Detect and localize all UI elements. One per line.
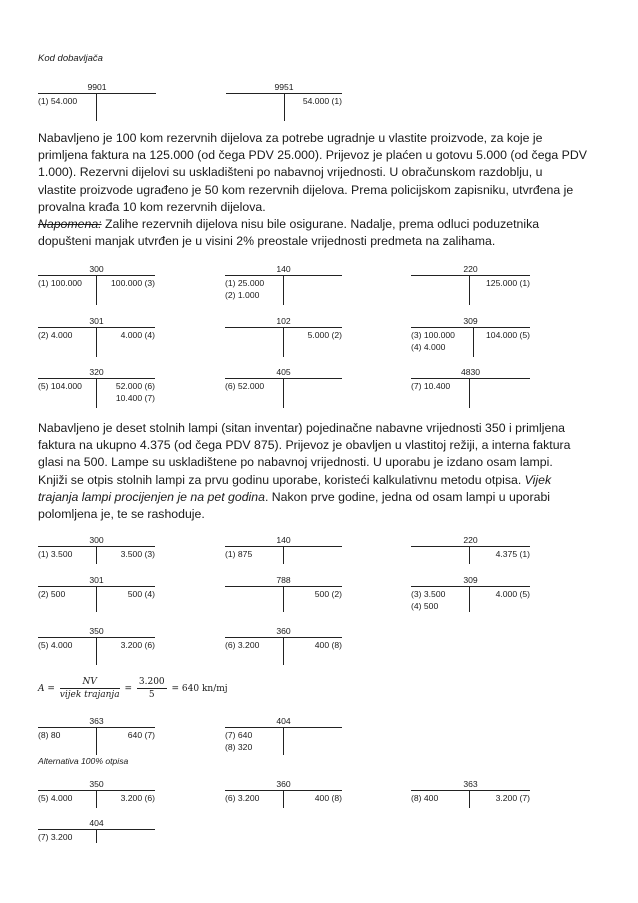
t-account-309 [411,316,530,360]
account-divider [96,93,97,121]
text-span: . Nakon prve godine, jedna od osam lampi u uporabi [264,489,551,504]
account-divider [469,275,470,305]
formula-equals: = [124,684,132,694]
account-divider [96,275,97,305]
account-credit: 3.200 (7) [495,793,530,803]
t-account-309 [411,575,530,615]
account-divider [469,378,470,408]
account-debit: (7) 3.200 [38,832,73,842]
t-account-301 [38,316,155,360]
account-divider [96,727,97,755]
account-divider [283,727,284,755]
t-account-220 [411,264,530,308]
account-divider [411,790,530,791]
account-divider [96,586,97,612]
t-account-404 [225,716,342,756]
note-text: Zalihe rezervnih dijelova nisu bile osigurane. Nadalje, prema odluci poduzetnika [101,217,540,232]
account-number: 102 [276,316,291,326]
account-credit: 5.000 (2) [307,330,342,340]
account-number: 300 [89,264,104,274]
t-account-300 [38,264,155,308]
t-account-300 [38,535,155,565]
t-account-788 [225,575,342,615]
account-divider [283,275,284,305]
text-line: faktura na ukupno 4.375 (od čega PDV 875). Prijevoz je obavljen u vlastitoj režiji, a interna faktura [38,438,571,453]
account-divider [411,275,530,276]
t-account-405 [225,367,342,411]
account-number: 4830 [460,367,481,377]
account-credit: 100.000 (3) [111,278,155,288]
account-number: 301 [89,575,104,585]
account-number: 301 [89,316,104,326]
fraction-denominator: 5 [148,690,155,700]
t-account-320 [38,367,155,411]
account-debit: (6) 3.200 [225,793,260,803]
account-debit: (1) 3.500 [38,549,73,559]
depreciation-formula [38,676,228,701]
fraction-numerator: NV [60,676,120,689]
account-debit: (6) 52.000 [225,381,265,391]
formula-lhs: A = [38,684,55,694]
t-account-140 [225,264,342,308]
account-credit: 54.000 (1) [302,96,342,106]
account-divider [96,790,97,808]
formula-fraction [60,676,120,701]
account-debit: (8) 400 [411,793,439,803]
task-text-2 [38,420,600,523]
section-heading: Kod dobavljača [38,53,103,64]
account-divider [38,93,156,94]
account-number: 309 [463,575,478,585]
t-account-363 [38,716,155,756]
text-line: 1.000). Rezervni dijelovi su uskladišteni po nabavnoj vrijednosti. U obračunskom razdoblju, u [38,165,543,180]
account-divider [96,637,97,665]
t-account-404 [38,818,155,848]
t-account-363 [411,779,530,809]
text-span-italic: Vijek [524,472,552,487]
t-account-350 [38,626,155,666]
account-credit: 640 (7) [127,730,155,740]
account-number: 350 [89,779,104,789]
t-account-360 [225,626,342,666]
t-account-4830 [411,367,530,411]
account-divider [283,586,284,612]
account-debit: (1) 54.000 [38,96,78,106]
account-credit: 104.000 (5) [486,330,530,340]
text-line: glasi na 500. Lampe su uskladištene po nabavnoj vrijednosti. U uporabu je izdano osam lampi. [38,455,553,470]
account-credit: 500 (4) [127,589,155,599]
t-account-360 [225,779,342,809]
account-divider [469,586,470,612]
account-number: 350 [89,626,104,636]
account-divider [96,327,97,357]
t-account-301 [38,575,155,615]
text-line: dopušteni manjak utvrđen je u visini 2% preostale vrijednosti predmeta na zalihama. [38,234,496,249]
account-divider [411,586,530,587]
t-account-350 [38,779,155,809]
account-credit: 52.000 (6) 10.400 (7) [115,381,155,403]
account-number: 360 [276,626,291,636]
text-line: Nabavljeno je deset stolnih lampi (sitan inventar) pojedinačne nabavne vrijednosti 350 i primljena [38,421,566,435]
text-line [38,489,600,506]
account-credit: 3.500 (3) [120,549,155,559]
account-number: 9901 [87,82,107,92]
account-divider [96,378,97,408]
account-divider [473,327,474,357]
account-divider [283,790,284,808]
account-divider [96,546,97,564]
account-divider [284,93,285,121]
account-debit: (6) 3.200 [225,640,260,650]
account-number: 788 [276,575,291,585]
text-line: Nabavljeno je 100 kom rezervnih dijelova za potrebe ugradnje u vlastite proizvode, za koje je [38,131,543,145]
account-debit: (5) 104.000 [38,381,82,391]
text-line [38,472,600,489]
formula-result: = 640 kn/mj [171,684,228,694]
account-credit: 400 (8) [314,793,342,803]
account-divider [283,637,284,665]
account-credit: 3.200 (6) [120,640,155,650]
text-span: Knjiži se otpis stolnih lampi za prvu godinu uporabe, koristeći kalkulativnu metodu otpisa. [38,472,525,487]
text-line: primljena faktura na 125.000 (od čega PDV 25.000). Prijevoz je plaćen u gotovu 5.000 (od čega PDV [38,148,587,163]
account-divider [469,790,470,808]
t-account-140 [225,535,342,565]
task-text-1 [38,130,600,250]
account-number: 405 [276,367,291,377]
t-account-220 [411,535,530,565]
t-account-102 [225,316,342,360]
account-divider [469,546,470,564]
account-debit: (5) 4.000 [38,793,73,803]
alternative-label: Alternativa 100% otpisa [38,756,129,766]
account-credit: 4.375 (1) [495,549,530,559]
account-number: 360 [276,779,291,789]
account-divider [411,378,530,379]
account-number: 9951 [274,82,294,92]
account-divider [411,327,530,328]
account-divider [96,829,97,843]
text-span-italic: trajanja lampi procijenjen je na pet godina [38,489,265,504]
account-debit: (3) 100.000 (4) 4.000 [411,330,455,352]
account-credit: 4.000 (4) [120,330,155,340]
account-number: 300 [89,535,104,545]
note-label: Napomena: [38,217,102,232]
account-divider [411,546,530,547]
account-divider [283,327,284,357]
account-credit: 500 (2) [314,589,342,599]
account-debit: (1) 100.000 [38,278,82,288]
account-number: 140 [276,535,291,545]
account-number: 309 [463,316,478,326]
account-number: 363 [463,779,478,789]
account-number: 404 [276,716,291,726]
account-debit: (7) 640 (8) 320 [225,730,253,752]
account-credit: 3.200 (6) [120,793,155,803]
t-account-9951 [226,82,342,122]
text-line: polomljena je, te se rashoduje. [38,507,205,522]
account-debit: (1) 25.000 (2) 1.000 [225,278,265,300]
account-number: 363 [89,716,104,726]
t-account-9901 [38,82,156,122]
account-debit: (5) 4.000 [38,640,73,650]
text-line: vlastite proizvode ugrađeno je 50 kom rezervnih dijelova. Prema policijskom zapisniku, utvrđena je [38,182,574,197]
account-debit: (7) 10.400 [411,381,451,391]
account-credit: 400 (8) [314,640,342,650]
account-number: 140 [276,264,291,274]
account-debit: (3) 3.500 (4) 500 [411,589,446,611]
account-debit: (2) 4.000 [38,330,73,340]
account-divider [283,546,284,564]
account-number: 404 [89,818,104,828]
fraction-denominator: vijek trajanja [59,690,120,700]
account-debit: (2) 500 [38,589,66,599]
account-divider [283,378,284,408]
account-number: 220 [463,535,478,545]
account-number: 220 [463,264,478,274]
formula-fraction [137,676,167,701]
account-credit: 4.000 (5) [495,589,530,599]
account-credit: 125.000 (1) [486,278,530,288]
account-number: 320 [89,367,104,377]
text-line [38,216,600,233]
account-debit: (1) 875 [225,549,253,559]
account-debit: (8) 80 [38,730,61,740]
fraction-numerator: 3.200 [138,677,165,687]
text-line: provalna krađa 10 kom rezervnih dijelova. [38,199,266,214]
